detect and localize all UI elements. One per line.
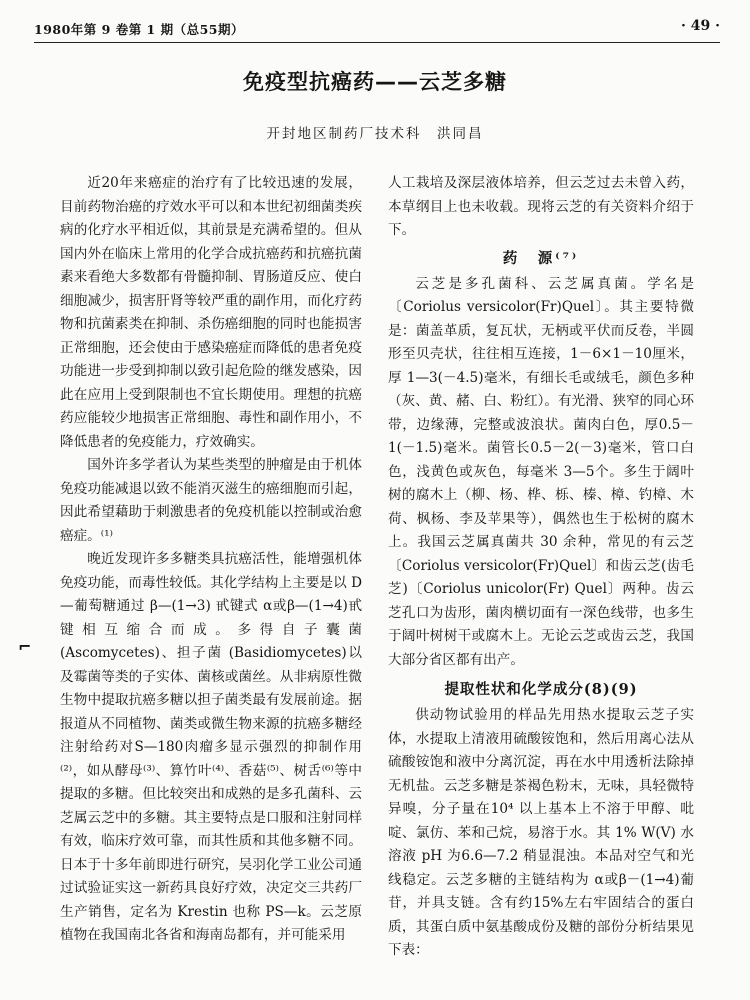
paragraph-continued: 人工栽培及深层液体培养，但云芝过去未曾入药，本草纲目上也未收载。现将云芝的有关资料介绍于下。 [388, 175, 694, 238]
paragraph: 云芝是多孔菌科、云芝属真菌。学名是〔Coriolus versicolor(Fr)Quel〕。其主要特微是：菌盖革质，复瓦状，无柄或平伏而反卷，半圆形至贝壳状，往往相互连接，1－6×1－10厘米，厚 1—3(－4.5)毫米，有细长毛或绒毛，颜色多种（灰、黄、赭、白、粉红）。有光滑、狭窄的同心环带，边缘薄，完整或波浪状。菌肉白色，厚0.5－1(－1.5)毫米。菌管长0.5－2(－3)毫米，管口白色，浅黄色或灰色，每毫米 3—5个。多生于阔叶树的腐木上（柳、杨、桦、栎、榛、樟、钓樟、木荷、枫杨、李及苹果等），偶然也生于松树的腐木上。我国云芝属真菌共 30 余种，常见的有云芝〔Coriolus versicolor(Fr)Quel〕和齿云芝(齿毛芝)〔Coriolus unicolor(Fr) Quel〕两种。齿云芝孔口为齿形，菌肉横切面有一深色线带，也多生于阔叶树树干或腐木上。无论云芝或齿云芝，我国大部分省区都有出产。 [388, 275, 694, 668]
article-title: 免疫型抗癌药——云芝多糖 [243, 70, 507, 94]
right-column [388, 172, 694, 963]
journal-issue: 1980年第 9 卷第 1 期（总55期） [34, 22, 244, 37]
page-number: · 49 · [681, 18, 720, 34]
header-rule [34, 42, 720, 43]
left-column [60, 172, 362, 948]
margin-mark: ⌐ [18, 637, 32, 656]
paragraph: 国外许多学者认为某些类型的肿瘤是由于机体免疫功能减退以致不能消灭滋生的癌细胞而引起，因此希望藉助于刺激患者的免疫机能以控制或治愈癌症。⁽¹⁾ [60, 457, 362, 544]
section-heading-source: 药 源⁽⁷⁾ [502, 249, 580, 267]
paragraph: 近20年来癌症的治疗有了比较迅速的发展，目前药物治癌的疗效水平可以和本世纪初细菌类疾病的化疗水平相近似，其前景是充满希望的。但从国内外在临床上常用的化学合成抗癌药和抗癌抗菌素来看绝大多数都有骨髓抑制、胃肠道反应、使白细胞减少，损害肝肾等较严重的副作用，而化疗药物和抗菌素类在抑制、杀伤癌细胞的同时也能损害正常细胞，还会使由于感染癌症而降低的患者免疫功能进一步受到抑制以致引起危险的继发感染，因此在应用上受到限制也不宜长期使用。理想的抗癌药应能较少地损害正常细胞、毒性和副作用小，不降低患者的免疫能力，疗效确实。 [60, 175, 362, 450]
running-header [34, 14, 720, 44]
paragraph: 晚近发现许多多糖类具抗癌活性，能增强机体免疫功能，而毒性较低。其化学结构上主要是以 D—葡萄糖通过 β—(1→3) 甙键式 α或β—(1→4)甙键相互缩合而成。多得自子囊菌 (Ascomycetes)、担子菌 (Basidiomycetes)以及霉菌等类的子实体、菌核或菌丝。从非病原性微生物中提取抗癌多糖以担子菌类最有发展前途。据报道从不同植物、菌类或微生物来源的抗癌多糖经注射给药对S—180肉瘤多显示强烈的抑制作用⁽²⁾，如从酵母⁽³⁾、算竹叶⁽⁴⁾、香菇⁽⁵⁾、树舌⁽⁶⁾等中提取的多糖。但比较突出和成熟的是多孔菌科、云芝属云芝中的多糖。其主要特点是口服和注射同样有效，临床疗效可靠，而其性质和其他多糖不同。日本于十多年前即进行研究，吴羽化学工业公司通过试验证实这一新药具良好疗效，决定交三共药厂生产销售，定名为 Krestin 也称 PS—k。云芝原植物在我国南北各省和海南岛都有，并可能采用 [60, 551, 362, 943]
article-byline: 开封地区制药厂技术科 洪同昌 [266, 126, 484, 142]
section-heading-extraction: 提取性状和化学成分(8)(9) [444, 681, 638, 698]
paragraph: 供动物试验用的样品先用热水提取云芝子实体，水提取上清液用硫酸铵饱和，然后用离心法从硫酸铵饱和液中分离沉淀，再在水中用透析法除掉无机盐。云芝多糖是茶褐色粉末，无味，具轻微特异嗅，分子量在10⁴ 以上基本上不溶于甲醇、吡啶、氯仿、苯和己烷，易溶于水。其 1% W(V) 水溶液 pH 为6.6—7.2 稍显混浊。本品对空气和光线稳定。云芝多糖的主链结构为 α或β－(1→4)葡苷，并具支链。含有约15%左右牢固结合的蛋白质，其蛋白质中氨基酸成份及糖的部份分析结果见下表： [388, 707, 694, 958]
